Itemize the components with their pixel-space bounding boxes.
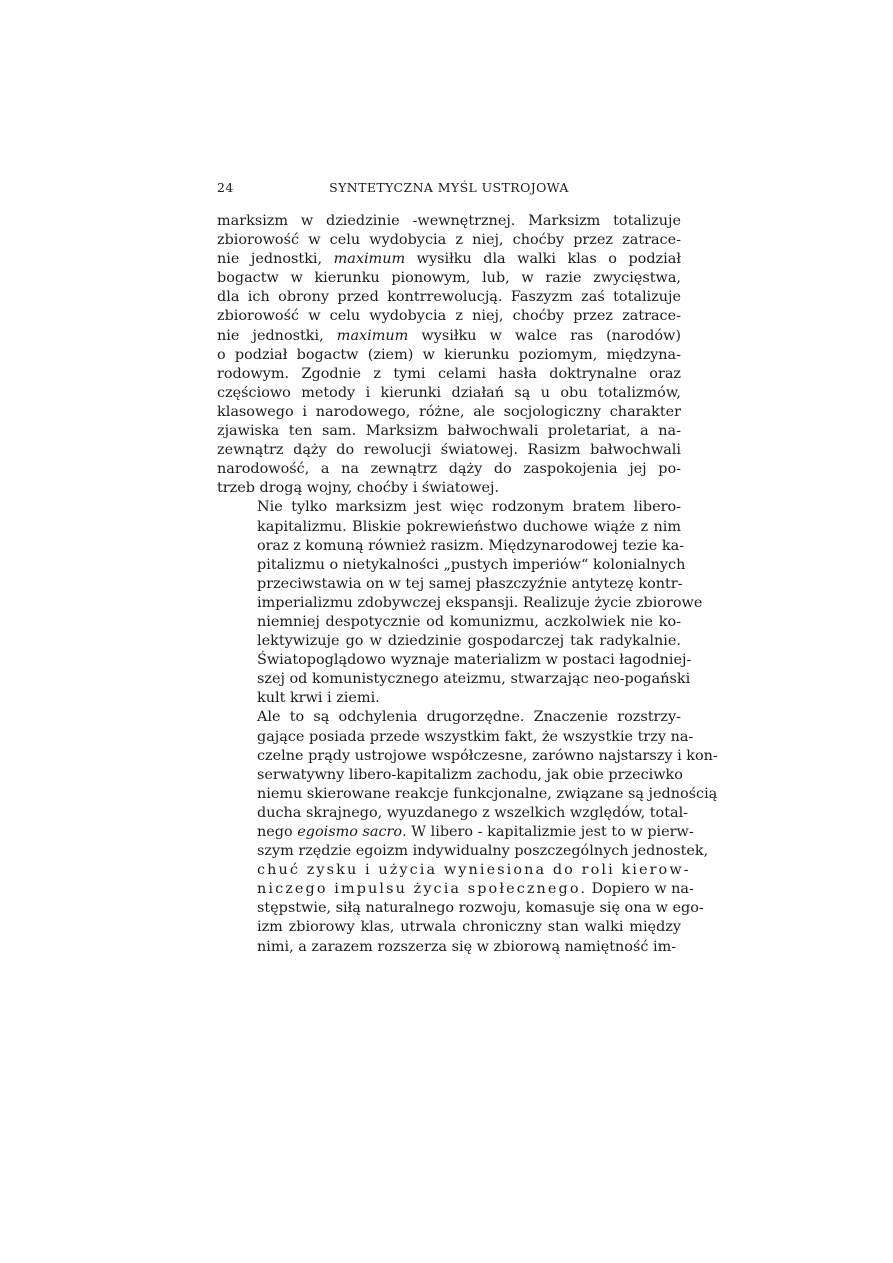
- text-line: [217, 785, 718, 804]
- text-run: Dopiero w na-: [587, 881, 694, 898]
- text-run: zjawiska ten sam. Marksizm bałwochwali proletariat, a na-: [217, 423, 681, 440]
- text-line: [217, 728, 694, 747]
- text-line: [217, 651, 692, 670]
- text-run: Światopoglądowo wyznaje materializm w postaci łagodniej-: [257, 652, 692, 669]
- text-line: [217, 231, 681, 250]
- text-line: [217, 632, 681, 651]
- text-run: nimi, a zarazem rozszerza się w zbiorową namiętność im-: [257, 938, 677, 955]
- text-run: pitalizmu o nietykalności „pustych imperiów“ kolonialnych: [257, 556, 686, 573]
- text-line: [217, 441, 681, 460]
- paragraph: [217, 708, 718, 956]
- text-run: niemniej despotycznie od komunizmu, aczkolwiek nie ko-: [257, 613, 681, 630]
- text-run: izm zbiorowy klas, utrwala chroniczny stan walki między: [257, 919, 681, 936]
- text-line: [217, 518, 681, 537]
- text-run: ducha skrajnego, wyuzdanego z wszelkich względów, total-: [257, 804, 689, 821]
- text-run: wysiłku w walce ras (narodów): [408, 327, 681, 344]
- text-run: zbiorowość w celu wydobycia z niej, choćby przez zatrace-: [217, 232, 681, 249]
- spaced-text: niczego impulsu życia społecznego.: [257, 881, 588, 898]
- text-run: przeciwstawia on w tej samej płaszczyźnie antytezę kontr-: [257, 575, 683, 592]
- text-run: narodowość, a na zewnątrz dąży do zaspokojenia jej po-: [217, 461, 681, 478]
- text-run: rodowym. Zgodnie z tymi celami hasła doktrynalne oraz: [217, 365, 681, 382]
- text-run: bogactw w kierunku pionowym, lub, w razie zwycięstwa,: [217, 270, 681, 287]
- text-line: [217, 823, 694, 842]
- text-run: nie jednostki,: [217, 251, 334, 268]
- text-run: częściowo metody i kierunki działań są u obu totalizmów,: [217, 384, 681, 401]
- italic-text: maximum: [336, 327, 409, 344]
- text-run: klasowego i narodowego, różne, ale socjologiczny charakter: [217, 403, 681, 420]
- text-run: kapitalizmu. Bliskie pokrewieństwo duchowe wiąże z nim: [257, 518, 681, 535]
- text-line: [217, 288, 681, 307]
- text-line: [217, 212, 681, 231]
- text-line: [217, 327, 681, 346]
- text-run: o podział bogactw (ziem) w kierunku poziomym, międzyna-: [217, 346, 681, 363]
- text-line: [217, 365, 681, 384]
- text-line: [217, 880, 694, 899]
- spaced-text: chuć zysku i użycia wyniesiona do roli kierow-: [257, 862, 691, 879]
- paragraph: [217, 212, 681, 498]
- text-run: nie jednostki,: [217, 327, 337, 344]
- text-line: [217, 479, 681, 498]
- paragraph: [217, 498, 703, 708]
- text-line: [217, 861, 691, 880]
- text-line: [217, 537, 685, 556]
- text-line: [217, 307, 681, 326]
- text-line: [217, 460, 681, 479]
- text-line: [217, 918, 681, 937]
- text-run: Nie tylko marksizm jest więc rodzonym bratem libero-: [257, 499, 681, 516]
- text-line: [217, 269, 681, 288]
- text-run: Ale to są odchylenia drugorzędne. Znaczenie rozstrzy-: [257, 709, 681, 726]
- text-run: dla ich obrony przed kontrrewolucją. Faszyzm zaś totalizuje: [217, 289, 681, 306]
- text-run: niemu skierowane reakcje funkcjonalne, związane są jednością: [257, 785, 718, 802]
- text-run: oraz z komuną również rasizm. Międzynarodowej tezie ka-: [257, 537, 685, 554]
- text-run: marksizm w dziedzinie -wewnętrznej. Marksizm totalizuje: [217, 213, 681, 229]
- text-run: szym rzędzie egoizm indywidualny poszczególnych jednostek,: [257, 843, 709, 860]
- text-run: serwatywny libero-kapitalizm zachodu, jak obie przeciwko: [257, 766, 683, 783]
- text-line: [217, 766, 681, 785]
- text-run: wysiłku dla walki klas o podział: [405, 251, 681, 268]
- text-run: zewnątrz dąży do rewolucji światowej. Rasizm bałwochwali: [217, 442, 681, 459]
- running-title: SYNTETYCZNA MYŚL USTROJOWA: [329, 180, 569, 195]
- text-line: [217, 498, 681, 517]
- text-line: [217, 384, 681, 403]
- text-line: [217, 346, 681, 365]
- text-line: [217, 403, 681, 422]
- text-line: [217, 594, 703, 613]
- text-line: [217, 938, 681, 957]
- text-run: lektywizuje go w dziedzinie gospodarczej tak radykalnie.: [257, 633, 681, 650]
- text-run: . W libero - kapitalizmie jest to w pierw-: [402, 824, 694, 840]
- text-run: kult krwi i ziemi.: [257, 690, 380, 707]
- text-run: trzeb drogą wojny, choćby i światowej.: [217, 480, 500, 497]
- text-line: [217, 804, 689, 823]
- text-run: szej od komunistycznego ateizmu, stwarzając neo-pogański: [257, 671, 691, 688]
- text-line: [217, 556, 686, 575]
- text-line: [217, 689, 681, 708]
- text-line: [217, 747, 718, 766]
- page-number: 24: [217, 180, 234, 195]
- text-line: [217, 670, 691, 689]
- body-text: [217, 212, 718, 957]
- text-run: nego: [257, 824, 298, 840]
- text-line: [217, 250, 681, 269]
- text-line: [217, 708, 681, 727]
- text-run: czelne prądy ustrojowe współczesne, zarówno najstarszy i kon-: [257, 747, 718, 764]
- text-line: [217, 613, 681, 632]
- italic-text: egoismo sacro: [297, 824, 403, 840]
- text-run: imperializmu zdobywczej ekspansji. Realizuje życie zbiorowe: [257, 594, 703, 611]
- text-run: gające posiada przede wszystkim fakt, że wszystkie trzy na-: [257, 728, 694, 745]
- text-run: zbiorowość w celu wydobycia z niej, choćby przez zatrace-: [217, 308, 681, 325]
- text-line: [217, 899, 704, 918]
- page-header: [217, 180, 681, 198]
- italic-text: maximum: [333, 251, 406, 268]
- text-run: stępstwie, siłą naturalnego rozwoju, komasuje się ona w ego-: [257, 900, 704, 917]
- text-line: [217, 575, 681, 594]
- text-line: [217, 422, 681, 441]
- text-line: [217, 842, 709, 861]
